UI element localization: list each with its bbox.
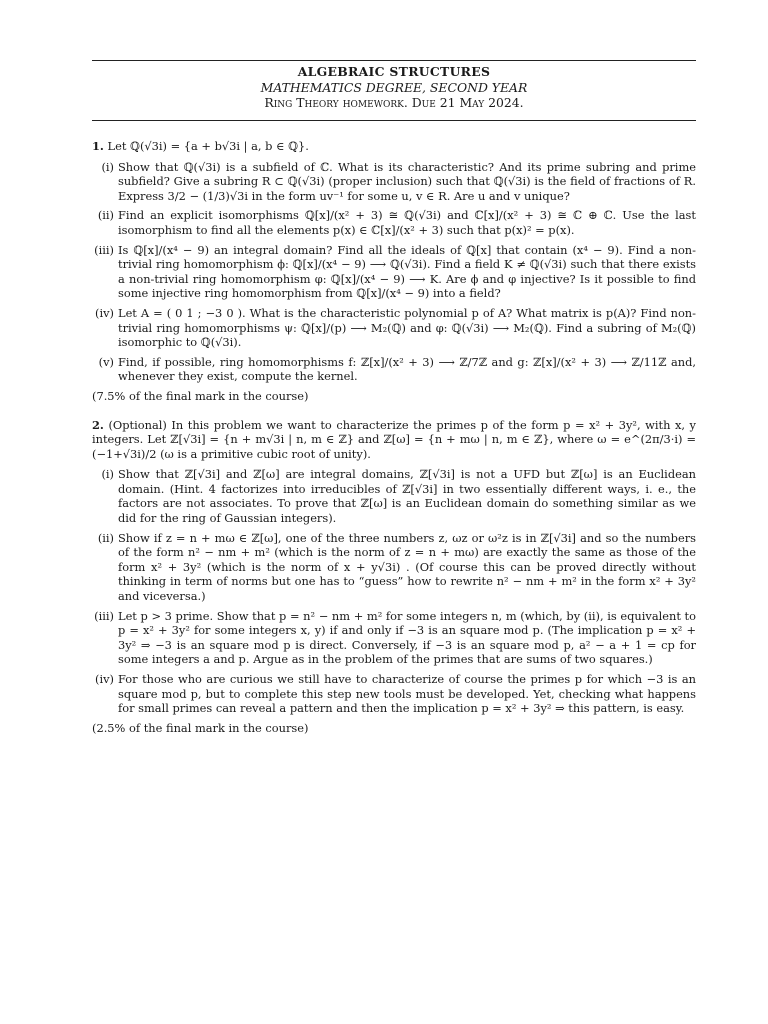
problem-2-number: 2. xyxy=(92,417,104,432)
bottom-rule xyxy=(92,120,696,121)
problem-1-item xyxy=(92,243,696,301)
item-label: (i) xyxy=(101,159,114,174)
item-text: Let A = ( 0 1 ; −3 0 ). What is the characteristic polynomial p of A? What matrix is p(A)? Find non-trivial ring homomorphisms ψ: ℚ[x]/(p) ⟶ M₂(ℚ) and φ: ℚ(√3i) ⟶ M₂(ℚ). Find a subring of M₂(ℚ) isomorphic to ℚ(√3i). xyxy=(118,305,696,350)
course-subtitle: MATHEMATICS DEGREE, SECOND YEAR xyxy=(260,80,528,95)
item-label: (i) xyxy=(101,467,114,482)
problem-1-item xyxy=(92,355,696,384)
problem-2-intro xyxy=(92,418,696,462)
problem-2-items xyxy=(92,467,696,716)
problem-2-item xyxy=(92,467,696,525)
problem-1-item xyxy=(92,306,696,350)
item-label: (ii) xyxy=(97,208,114,223)
problem-2-mark: (2.5% of the final mark in the course) xyxy=(92,720,309,735)
item-text: Find, if possible, ring homomorphisms f: ℤ[x]/(x² + 3) ⟶ ℤ/7ℤ and g: ℤ[x]/(x² + 3) ⟶ ℤ/11ℤ and, whenever they exist, compute the kernel. xyxy=(118,354,696,384)
document-header xyxy=(92,64,696,111)
item-label: (iii) xyxy=(94,608,114,623)
item-label: (iii) xyxy=(94,242,114,257)
problem-2-item xyxy=(92,609,696,667)
item-label: (iv) xyxy=(95,305,114,320)
problem-1-mark: (7.5% of the final mark in the course) xyxy=(92,388,309,403)
problem-1-statement: Let ℚ(√3i) = {a + b√3i | a, b ∈ ℚ}. xyxy=(107,139,309,153)
problem-2-item xyxy=(92,672,696,716)
problem-1-number: 1. xyxy=(92,139,104,153)
problem-1-item xyxy=(92,208,696,237)
top-rule xyxy=(92,60,696,61)
item-label: (v) xyxy=(98,354,114,369)
item-label: (ii) xyxy=(97,530,114,545)
problem-1-items xyxy=(92,160,696,384)
item-text: Let p > 3 prime. Show that p = n² − nm + m² for some integers n, m (which, by (ii), is equivalent to p = x² + 3y² for some integers x, y) if and only if −3 is an square mod p. (The implication p = x² + 3y² ⇒ −3 is an square mod p is direct. Conversely, if −3 is an square mod p, a² − a + 1 = cp for some integers a and p. Argue as in the problem of the primes that are sums of two squares.) xyxy=(118,608,696,667)
problem-2-item xyxy=(92,531,696,604)
item-text: Show that ℚ(√3i) is a subfield of ℂ. What is its characteristic? And its prime subring and prime subfield? Give a subring R ⊂ ℚ(√3i) (proper inclusion) such that ℚ(√3i) is the field of fractions of R. Express 3/2 − (1/3)√3i in the form uv⁻¹ for some u, v ∈ R. Are u and v unique? xyxy=(118,159,696,203)
item-text: Find an explicit isomorphisms ℚ[x]/(x² + 3) ≅ ℚ(√3i) and ℂ[x]/(x² + 3) ≅ ℂ ⊕ ℂ. Use the last isomorphism to find all the elements p(x) ∈ ℂ[x]/(x² + 3) such that p(x)² = p(x). xyxy=(118,208,696,237)
problem-2-statement: (Optional) In this problem we want to characterize the primes p of the form p = x² + 3y², with x, y integers. Let ℤ[√3i] = {n + m√3i | n, m ∈ ℤ} and ℤ[ω] = {n + mω | n, m ∈ ℤ}, where ω = e^(2π/3·i) = (−1+√3i)/2 (ω is a primitive cubic root of unity). xyxy=(92,417,696,461)
problem-1-item xyxy=(92,160,696,204)
assignment-line: Ring Theory homework. Due 21 May 2024. xyxy=(264,95,524,110)
homework-content xyxy=(92,139,696,749)
problem-1-intro xyxy=(92,139,696,154)
item-text: Is ℚ[x]/(x⁴ − 9) an integral domain? Find all the ideals of ℚ[x] that contain (x⁴ − 9). Find a non-trivial ring homomorphism ϕ: ℚ[x]/(x⁴ − 9) ⟶ ℚ(√3i). Find a field K ≠ ℚ(√3i) such that there exists a non-trivial ring homomorphism φ: ℚ[x]/(x⁴ − 9) ⟶ K. Are ϕ and φ injective? Is it possible to find some injective ring homomorphism from ℚ[x]/(x⁴ − 9) into a field? xyxy=(118,242,696,301)
item-text: Show that ℤ[√3i] and ℤ[ω] are integral domains, ℤ[√3i] is not a UFD but ℤ[ω] is an Euclidean domain. (Hint. 4 factorizes into irreducibles of ℤ[√3i] in two essentially different ways, i. e., the factors are not associates. To prove that ℤ[ω] is an Euclidean domain do something similar as we did for the ring of Gaussian integers). xyxy=(118,467,696,526)
item-label: (iv) xyxy=(95,672,114,686)
course-title: ALGEBRAIC STRUCTURES xyxy=(297,64,491,79)
item-text: For those who are curious we still have to characterize of course the primes p for which −3 is an square mod p, but to complete this step new tools must be developed. Yet, checking what happens for small primes can reveal a pattern and then the implication p = x² + 3y² ⇒ this pattern, is easy. xyxy=(118,672,696,716)
item-text: Show if z = n + mω ∈ ℤ[ω], one of the three numbers z, ωz or ω²z is in ℤ[√3i] and so the numbers of the form n² − nm + m² (which is the norm of z = n + mω) are exactly the same as those of the form x² + 3y² (which is the norm of x + y√3i) . (Of course this can be proved directly without thinking in term of norms but one has to “guess” how to rewrite n² − nm + m² in the form x² + 3y² and viceversa.) xyxy=(118,530,696,604)
